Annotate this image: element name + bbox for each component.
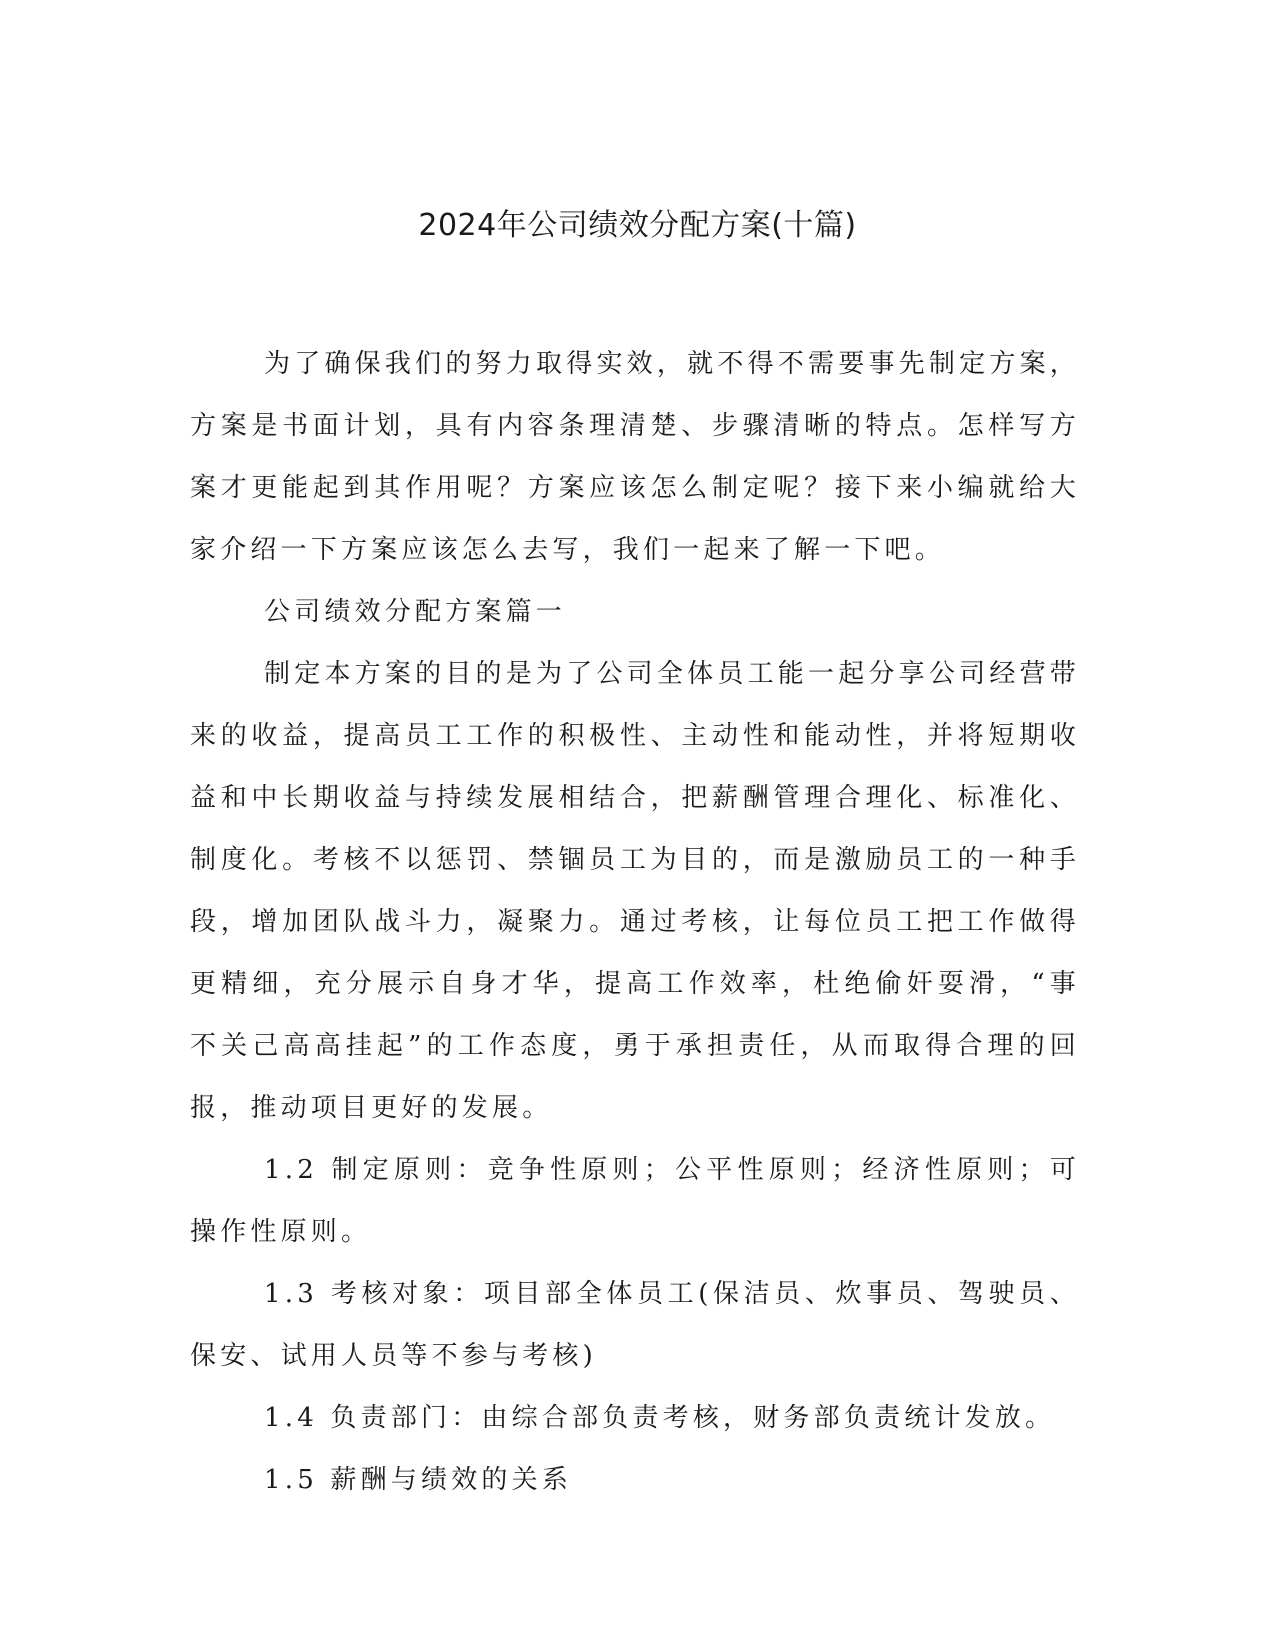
assessment-target-paragraph: 1.3 考核对象：项目部全体员工(保洁员、炊事员、驾驶员、保安、试用人员等不参与考核): [190, 1279, 1080, 1371]
principles-paragraph: 1.2 制定原则：竞争性原则；公平性原则；经济性原则；可操作性原则。: [190, 1155, 1080, 1247]
document-body: [190, 333, 1080, 1511]
responsible-department-paragraph: 1.4 负责部门：由综合部负责考核，财务部负责统计发放。: [264, 1403, 1056, 1433]
document-title: 2024年公司绩效分配方案(十篇): [418, 208, 857, 243]
purpose-paragraph: 制定本方案的目的是为了公司全体员工能一起分享公司经营带来的收益，提高员工工作的积极性、主动性和能动性，并将短期收益和中长期收益与持续发展相结合，把薪酬管理合理化、标准化、制度化。考核不以惩罚、禁锢员工为目的，而是激励员工的一种手段，增加团队战斗力，凝聚力。通过考核，让每位员工把工作做得更精细，充分展示自身才华，提高工作效率，杜绝偷奸耍滑，“事不关己高高挂起”的工作态度，勇于承担责任，从而取得合理的回报，推动项目更好的发展。: [190, 659, 1080, 1123]
intro-paragraph: 为了确保我们的努力取得实效，就不得不需要事先制定方案，方案是书面计划，具有内容条理清楚、步骤清晰的特点。怎样写方案才更能起到其作用呢？方案应该怎么制定呢？接下来小编就给大家介绍一下方案应该怎么去写，我们一起来了解一下吧。: [190, 349, 1080, 565]
salary-performance-paragraph: 1.5 薪酬与绩效的关系: [264, 1465, 573, 1495]
section-heading: 公司绩效分配方案篇一: [264, 597, 567, 627]
